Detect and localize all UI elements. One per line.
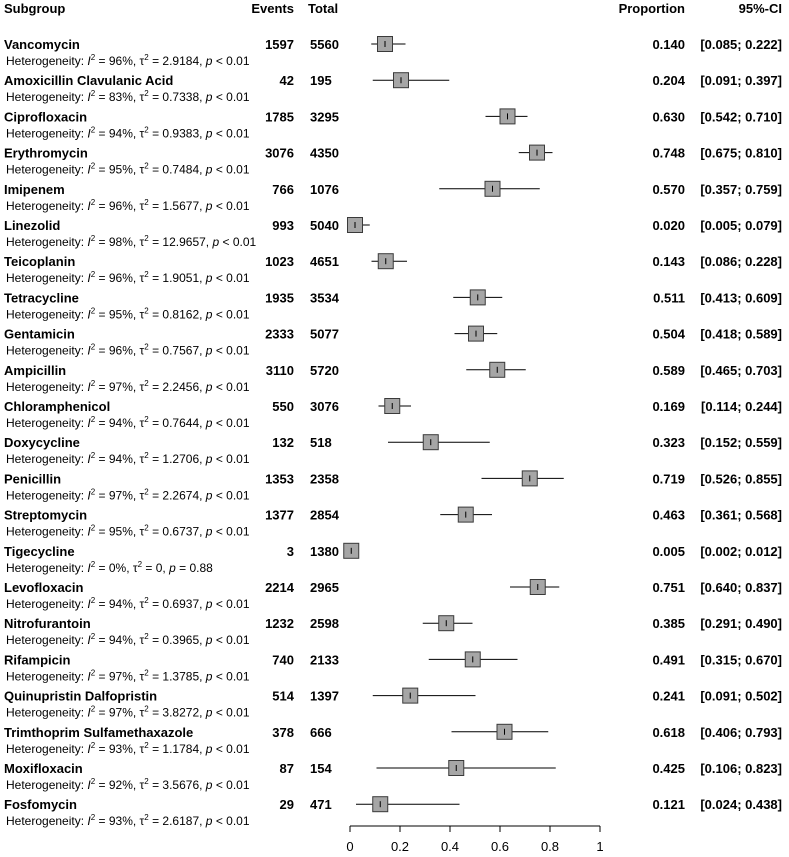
total-value: 3295 (310, 109, 339, 125)
study-row (4, 688, 782, 720)
total-value: 154 (310, 761, 332, 776)
ci-value: [0.086; 0.228] (700, 254, 782, 270)
events-value: 132 (272, 435, 294, 451)
events-value: 1353 (265, 471, 294, 487)
heterogeneity-text: Heterogeneity: $I^2 = 92\%$, $\tau^2 = 3.5676$, p < 0.01 (6, 777, 250, 792)
study-row (4, 471, 782, 503)
subgroup-label: Chloramphenicol (4, 399, 111, 414)
events-value: 2214 (265, 580, 294, 595)
subgroup-label: Trimthoprim Sulfamethaxazole (4, 724, 194, 740)
proportion-value: 0.630 (652, 109, 685, 125)
heterogeneity-text: Heterogeneity: $I^2 = 94\%$, $\tau^2 = 1.2706$, p < 0.01 (6, 451, 250, 467)
study-row (4, 399, 782, 431)
ci-value: [0.465; 0.703] (700, 362, 782, 378)
proportion-value: 0.511 (653, 290, 685, 306)
study-row (4, 145, 782, 177)
ci-value: [0.357; 0.759] (700, 181, 782, 197)
ci-value: [0.091; 0.397] (700, 73, 782, 89)
tick-label: 0.2 (390, 839, 410, 854)
total-value: 4350 (310, 145, 339, 161)
study-row (4, 109, 782, 140)
ci-value: [0.526; 0.855] (700, 471, 782, 487)
study-row (4, 616, 782, 648)
heterogeneity-text: Heterogeneity: $I^2 = 95\%$, $\tau^2 = 0.6737$, p < 0.01 (6, 523, 250, 539)
total-value: 2133 (310, 652, 339, 668)
ci-value: [0.002; 0.012] (700, 543, 782, 559)
total-value: 471 (310, 797, 332, 813)
events-value: 1597 (265, 37, 294, 52)
study-row (4, 507, 782, 538)
subgroup-label: Ampicillin (4, 362, 67, 378)
ci-value: [0.406; 0.793] (700, 724, 782, 740)
proportion-value: 0.169 (652, 399, 685, 414)
events-value: 993 (272, 218, 294, 233)
events-value: 1935 (265, 290, 294, 306)
heterogeneity-text: Heterogeneity: $I^2 = 96\%$, $\tau^2 = 1.9051$, p < 0.01 (6, 270, 250, 286)
subgroup-label: Linezolid (4, 218, 61, 233)
events-value: 42 (279, 73, 294, 89)
study-row (4, 181, 782, 213)
proportion-header: Proportion (618, 1, 685, 16)
total-header: Total (308, 1, 339, 16)
total-value: 3534 (310, 290, 339, 306)
study-row (4, 290, 782, 322)
heterogeneity-text: Heterogeneity: $I^2 = 97\%$, $\tau^2 = 1.3785$, p < 0.01 (6, 668, 250, 684)
subgroup-label: Levofloxacin (4, 580, 84, 595)
heterogeneity-text: Heterogeneity: $I^2 = 97\%$, $\tau^2 = 3.8272$, p < 0.01 (6, 704, 250, 720)
study-row (4, 543, 782, 575)
total-value: 2598 (310, 616, 339, 632)
tick-label: 0.4 (440, 839, 460, 854)
proportion-value: 0.748 (652, 145, 685, 161)
total-value: 3076 (310, 399, 339, 414)
study-row (4, 254, 782, 286)
events-value: 514 (272, 688, 294, 704)
ci-header: 95%-CI (738, 1, 782, 16)
heterogeneity-text: Heterogeneity: $I^2 = 83\%$, $\tau^2 = 0.7338$, p < 0.01 (6, 89, 250, 105)
events-value: 3110 (265, 362, 294, 378)
study-row (4, 652, 782, 684)
proportion-value: 0.504 (652, 326, 685, 342)
tick-label: 0.8 (540, 839, 560, 854)
ci-value: [0.152; 0.559] (700, 435, 782, 451)
total-value: 5040 (310, 218, 339, 233)
study-row (4, 218, 782, 250)
ci-value: [0.315; 0.670] (700, 652, 782, 668)
proportion-value: 0.491 (652, 652, 685, 668)
ci-value: [0.024; 0.438] (700, 797, 782, 813)
heterogeneity-text: Heterogeneity: $I^2 = 94\%$, $\tau^2 = 0.3965$, p < 0.01 (6, 632, 250, 648)
proportion-value: 0.589 (652, 362, 685, 378)
total-value: 2358 (310, 471, 339, 487)
subgroup-header: Subgroup (4, 1, 66, 16)
total-value: 518 (310, 435, 332, 451)
subgroup-label: Rifampicin (4, 652, 71, 668)
ci-value: [0.418; 0.589] (700, 326, 782, 342)
ci-value: [0.291; 0.490] (700, 616, 782, 632)
subgroup-label: Imipenem (4, 181, 65, 197)
proportion-value: 0.241 (652, 688, 685, 704)
tick-label: 0 (346, 839, 354, 854)
heterogeneity-text: Heterogeneity: $I^2 = 93\%$, $\tau^2 = 2.6187$, p < 0.01 (6, 813, 250, 829)
proportion-value: 0.204 (652, 73, 685, 89)
study-row (4, 724, 782, 756)
study-row (4, 73, 782, 105)
study-row (4, 580, 782, 612)
total-value: 195 (310, 73, 332, 89)
subgroup-label: Streptomycin (4, 507, 88, 523)
study-rows (4, 37, 782, 829)
subgroup-label: Erythromycin (4, 145, 88, 161)
total-value: 1397 (310, 688, 339, 704)
study-row (4, 362, 782, 394)
heterogeneity-text: Heterogeneity: $I^2 = 97\%$, $\tau^2 = 2.2674$, p < 0.01 (6, 487, 250, 503)
ci-value: [0.114; 0.244] (701, 399, 782, 414)
ci-value: [0.005; 0.079] (700, 218, 782, 233)
subgroup-label: Fosfomycin (4, 797, 77, 813)
total-value: 666 (310, 724, 332, 740)
heterogeneity-text: Heterogeneity: $I^2 = 97\%$, $\tau^2 = 2.2456$, p < 0.01 (6, 378, 250, 394)
events-value: 3 (286, 543, 294, 559)
subgroup-label: Nitrofurantoin (4, 616, 91, 632)
header-row (4, 1, 782, 16)
heterogeneity-text: Heterogeneity: $I^2 = 94\%$, $\tau^2 = 0.6937$, p < 0.01 (6, 596, 250, 611)
tick-label: 0.6 (490, 839, 510, 854)
total-value: 5720 (310, 362, 339, 378)
ci-value: [0.091; 0.502] (700, 688, 782, 704)
ci-value: [0.085; 0.222] (700, 37, 782, 52)
events-header: Events (251, 1, 294, 16)
total-value: 5077 (310, 326, 339, 342)
events-value: 1785 (265, 109, 294, 125)
heterogeneity-text: Heterogeneity: $I^2 = 95\%$, $\tau^2 = 0.8162$, p < 0.01 (6, 306, 250, 322)
study-row (4, 761, 782, 793)
events-value: 87 (279, 761, 294, 776)
subgroup-label: Penicillin (4, 471, 62, 487)
tick-label: 1 (596, 839, 604, 854)
subgroup-label: Tetracycline (4, 290, 79, 306)
events-value: 740 (272, 652, 294, 668)
heterogeneity-text: Heterogeneity: $I^2 = 0\%$, $\tau^2 = 0$, p = 0.88 (6, 559, 213, 575)
subgroup-label: Moxifloxacin (4, 761, 83, 776)
heterogeneity-text: Heterogeneity: $I^2 = 96\%$, $\tau^2 = 2.9184$, p < 0.01 (6, 53, 250, 68)
ci-value: [0.542; 0.710] (700, 109, 782, 125)
subgroup-label: Tigecycline (4, 543, 75, 559)
proportion-value: 0.005 (652, 543, 685, 559)
study-row (4, 326, 782, 358)
total-value: 1076 (310, 181, 339, 197)
events-value: 1232 (265, 616, 294, 632)
events-value: 1023 (265, 254, 294, 270)
proportion-value: 0.121 (652, 797, 685, 813)
study-row (4, 37, 782, 69)
heterogeneity-text: Heterogeneity: $I^2 = 94\%$, $\tau^2 = 0.9383$, p < 0.01 (6, 125, 250, 141)
total-value: 1380 (310, 543, 339, 559)
subgroup-label: Doxycycline (4, 435, 80, 451)
total-value: 4651 (310, 254, 339, 270)
total-value: 2965 (310, 580, 339, 595)
heterogeneity-text: Heterogeneity: $I^2 = 96\%$, $\tau^2 = 0.7567$, p < 0.01 (6, 342, 250, 358)
proportion-value: 0.143 (652, 254, 685, 270)
ci-value: [0.361; 0.568] (700, 507, 782, 523)
proportion-value: 0.385 (652, 616, 685, 632)
events-value: 2333 (265, 326, 294, 342)
heterogeneity-text: Heterogeneity: $I^2 = 94\%$, $\tau^2 = 0.7644$, p < 0.01 (6, 415, 250, 430)
events-value: 550 (272, 399, 294, 414)
events-value: 378 (272, 724, 294, 740)
proportion-value: 0.751 (652, 580, 685, 595)
subgroup-label: Quinupristin Dalfopristin (4, 688, 158, 704)
ci-value: [0.675; 0.810] (700, 145, 782, 161)
study-row (4, 797, 782, 829)
events-value: 766 (272, 181, 294, 197)
proportion-value: 0.570 (652, 181, 685, 197)
proportion-value: 0.323 (652, 435, 685, 451)
proportion-value: 0.618 (652, 724, 685, 740)
proportion-value: 0.463 (652, 507, 685, 523)
total-value: 5560 (310, 37, 339, 52)
subgroup-label: Teicoplanin (4, 254, 76, 270)
study-row (4, 435, 782, 467)
ci-value: [0.640; 0.837] (700, 580, 782, 595)
total-value: 2854 (310, 507, 339, 523)
events-value: 3076 (265, 145, 294, 161)
subgroup-label: Vancomycin (4, 37, 80, 52)
x-axis (346, 826, 603, 854)
events-value: 1377 (265, 507, 294, 523)
subgroup-label: Ciprofloxacin (4, 109, 88, 125)
proportion-value: 0.140 (652, 37, 685, 52)
heterogeneity-text: Heterogeneity: $I^2 = 98\%$, $\tau^2 = 12.9657$, p < 0.01 (6, 234, 257, 249)
events-value: 29 (279, 797, 294, 813)
subgroup-label: Amoxicillin Clavulanic Acid (4, 73, 174, 89)
ci-value: [0.413; 0.609] (700, 290, 782, 306)
proportion-value: 0.020 (652, 218, 685, 233)
ci-value: [0.106; 0.823] (700, 761, 782, 776)
heterogeneity-text: Heterogeneity: $I^2 = 95\%$, $\tau^2 = 0.7484$, p < 0.01 (6, 161, 250, 177)
heterogeneity-text: Heterogeneity: $I^2 = 96\%$, $\tau^2 = 1.5677$, p < 0.01 (6, 197, 250, 213)
heterogeneity-text: Heterogeneity: $I^2 = 93\%$, $\tau^2 = 1.1784$, p < 0.01 (6, 740, 250, 756)
subgroup-label: Gentamicin (4, 326, 75, 342)
proportion-value: 0.425 (652, 761, 685, 776)
proportion-value: 0.719 (652, 471, 685, 487)
